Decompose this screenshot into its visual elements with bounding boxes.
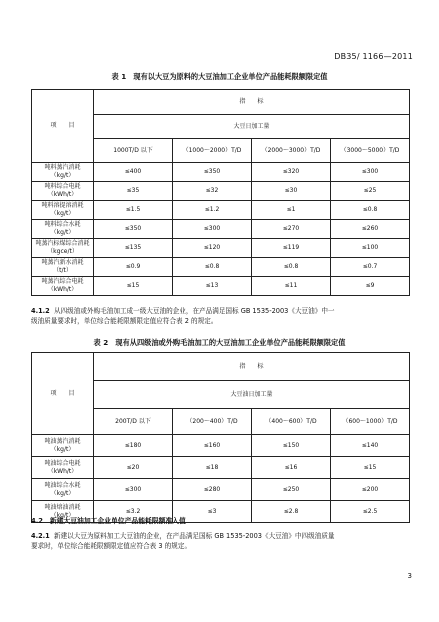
table-cell: ≤119 (252, 239, 331, 258)
table-cell: ≤3 (173, 501, 252, 523)
table2-capacity-col: （200～400）T/D (173, 409, 252, 435)
table-cell: ≤400 (94, 163, 173, 182)
row-label: 吨料溶提溶消耗 （kg/t） (32, 201, 94, 220)
table-cell: ≤15 (94, 277, 173, 296)
table-cell: ≤150 (252, 435, 331, 457)
row-label: 吨蒸汽新水消耗 （t/t） (32, 258, 94, 277)
table-row (32, 277, 410, 296)
table-cell: ≤320 (252, 163, 331, 182)
table2-capacity-col: （600～1000）T/D (331, 409, 410, 435)
table-cell: ≤25 (331, 182, 410, 201)
table-cell: ≤120 (173, 239, 252, 258)
table-cell: ≤2.8 (252, 501, 331, 523)
table-cell: ≤0.8 (173, 258, 252, 277)
table-cell: ≤300 (173, 220, 252, 239)
paragraph-text: 级油质量要求时，单位综合能耗限额限定值应符合表 2 的规定。 (31, 317, 218, 325)
table-cell: ≤250 (252, 479, 331, 501)
paragraph-4-2-1 (31, 531, 411, 551)
row-label: 吨油蒸汽消耗 （kg/t） (32, 435, 94, 457)
table-cell: ≤9 (331, 277, 410, 296)
table-cell: ≤0.8 (331, 201, 410, 220)
table2-item-header: 项 目 (32, 353, 94, 435)
table-row (32, 457, 410, 479)
table-cell: ≤11 (252, 277, 331, 296)
table-cell: ≤2.5 (331, 501, 410, 523)
table-cell: ≤350 (173, 163, 252, 182)
table2-capacity-header: 大豆油日加工量 (94, 381, 410, 409)
row-label: 吨料蒸汽消耗 （kg/t） (32, 163, 94, 182)
table2 (31, 352, 410, 523)
table1-item-header: 项 目 (32, 90, 94, 163)
table-cell: ≤160 (173, 435, 252, 457)
table-row (32, 258, 410, 277)
row-label: 吨油综合电耗 （kWh/t） (32, 457, 94, 479)
table-cell: ≤270 (252, 220, 331, 239)
table-row (32, 239, 410, 258)
row-label: 吨油综合水耗 （kg/t） (32, 479, 94, 501)
table-row (32, 479, 410, 501)
clause-number: 4.2.1 (31, 532, 50, 540)
paragraph-text: 要求时，单位综合能耗限额限定值应符合表 3 的规定。 (31, 542, 192, 550)
table2-capacity-col: 200T/D 以下 (94, 409, 173, 435)
paragraph-text: 从四级油或外购毛油加工成一级大豆油的企业，在产品满足国标 GB 1535-2003《大豆油》中一 (53, 307, 335, 315)
table-row (32, 163, 410, 182)
table-cell: ≤200 (331, 479, 410, 501)
row-label: 吨蒸汽标煤综合消耗 （kgce/t） (32, 239, 94, 258)
row-label: 吨蒸汽综合电耗 （kWh/t） (32, 277, 94, 296)
table-cell: ≤300 (331, 163, 410, 182)
standard-number: DB35/ 1166—2011 (334, 52, 413, 61)
table-row (32, 220, 410, 239)
table1-capacity-col: （3000～5000）T/D (331, 139, 410, 163)
table-cell: ≤140 (331, 435, 410, 457)
row-label: 吨料综合水耗 （kg/t） (32, 220, 94, 239)
table-cell: ≤1.2 (173, 201, 252, 220)
table1-capacity-header: 大豆日加工量 (94, 115, 410, 139)
table-cell: ≤1 (252, 201, 331, 220)
table-row (32, 435, 410, 457)
table-cell: ≤0.7 (331, 258, 410, 277)
table1-caption: 表 1 现有以大豆为原料的大豆油加工企业单位产品能耗限额限定值 (111, 72, 328, 81)
table1-index-header: 指 标 (94, 90, 410, 115)
table-cell: ≤35 (94, 182, 173, 201)
table2-index-header: 指 标 (94, 353, 410, 381)
paragraph-4-1-2 (31, 306, 411, 326)
table-cell: ≤280 (173, 479, 252, 501)
page-number: 3 (407, 572, 412, 580)
row-label: 吨油熔油消耗 （kg/t） (32, 501, 94, 523)
table-cell: ≤18 (173, 457, 252, 479)
table2-caption: 表 2 现有从四级油或外购毛油加工的大豆油加工企业单位产品能耗限额限定值 (93, 338, 346, 347)
row-label: 吨料综合电耗 （kWh/t） (32, 182, 94, 201)
table-cell: ≤300 (94, 479, 173, 501)
table-cell: ≤260 (331, 220, 410, 239)
table-cell: ≤1.5 (94, 201, 173, 220)
section-heading-4-2: 4.2 新建大豆油加工企业单位产品能耗限额准入值 (31, 517, 186, 525)
table-row (32, 201, 410, 220)
table1 (31, 89, 410, 296)
table-cell: ≤16 (252, 457, 331, 479)
paragraph-text: 新建以大豆为原料加工大豆油的企业，在产品满足国标 GB 1535-2003《大豆油》中四级油质量 (53, 532, 335, 540)
table1-capacity-col: （1000～2000）T/D (173, 139, 252, 163)
table1-capacity-col: 1000T/D 以下 (94, 139, 173, 163)
table-cell: ≤30 (252, 182, 331, 201)
table-cell: ≤20 (94, 457, 173, 479)
table-cell: ≤32 (173, 182, 252, 201)
table-cell: ≤100 (331, 239, 410, 258)
clause-number: 4.1.2 (31, 307, 50, 315)
table-cell: ≤0.9 (94, 258, 173, 277)
table-cell: ≤13 (173, 277, 252, 296)
table2-capacity-col: （400～600）T/D (252, 409, 331, 435)
table-cell: ≤350 (94, 220, 173, 239)
table1-capacity-col: （2000～3000）T/D (252, 139, 331, 163)
table-cell: ≤3.2 (94, 501, 173, 523)
table-cell: ≤180 (94, 435, 173, 457)
table-cell: ≤135 (94, 239, 173, 258)
table-cell: ≤0.8 (252, 258, 331, 277)
table-row (32, 182, 410, 201)
table-cell: ≤15 (331, 457, 410, 479)
